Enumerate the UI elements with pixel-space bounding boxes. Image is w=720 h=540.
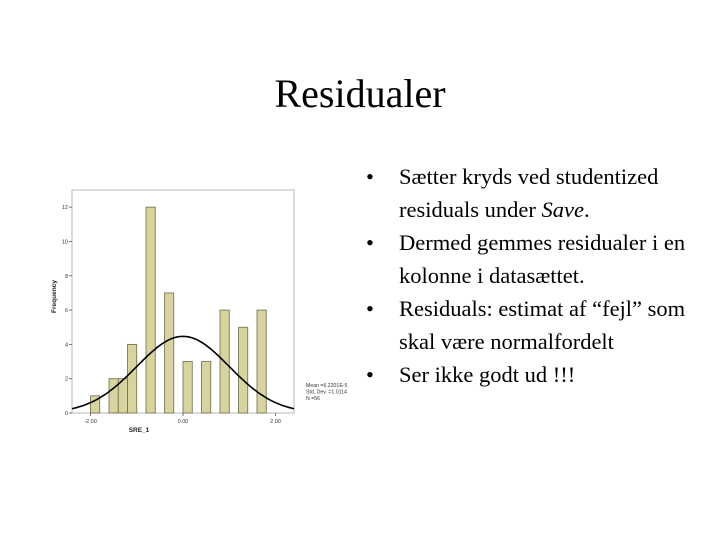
stats-line: N =56 [306,396,320,402]
y-tick-label: 6 [64,308,68,315]
bullet-marker: • [366,164,374,189]
bullet-text: Residuals: estimat af “fejl” som skal være normalfordelt [399,296,686,354]
bullet-item [366,358,706,391]
bullet-list [366,160,706,391]
y-axis-label: Frequency [51,280,58,313]
y-tick-label: 10 [61,239,68,246]
histogram-bar [109,379,118,413]
histogram-bar [128,344,137,413]
y-tick-label: 0 [64,411,68,417]
bullet-text: Save [541,197,584,222]
bullet-text: Ser ikke godt ud !!! [399,362,576,387]
bullet-text: Dermed gemmes residualer i en kolonne i datasættet. [399,230,686,288]
x-axis-label: SRE_1 [128,427,150,434]
bullet-marker: • [366,296,374,321]
histogram-bar [183,362,192,413]
bullet-text: Sætter kryds ved studentized residuals under [399,164,659,222]
bullet-marker: • [366,230,374,255]
bullet-item [366,226,706,292]
histogram-chart [40,180,348,440]
histogram-bar [239,327,248,413]
y-tick-label: 12 [61,205,68,212]
x-tick-label: 0.00 [177,419,189,425]
bullet-item [366,292,706,358]
slide-title: Residualer [274,71,446,116]
bullet-text: . [583,197,590,222]
stats-line: Mean =6.2201E-5 [306,383,348,389]
bullet-item [366,160,706,226]
x-tick-label: 2.00 [270,419,281,425]
histogram-bar [146,207,155,413]
histogram-bar [202,362,211,413]
y-tick-label: 2 [64,376,68,383]
histogram-bar [165,293,174,413]
y-tick-label: 8 [64,273,68,280]
bullet-marker: • [366,362,374,387]
x-tick-label: -2.00 [84,419,97,425]
y-tick-label: 4 [64,342,68,349]
stats-line: Std. Dev. =1.0114 [306,389,347,396]
